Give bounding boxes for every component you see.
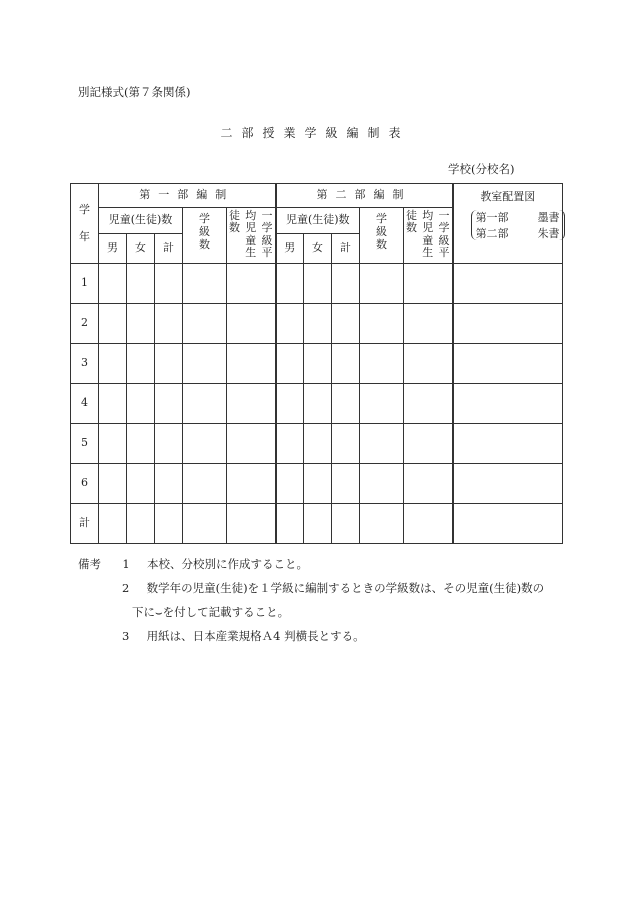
part2-children-heading: 児童(生徒)数 — [276, 208, 360, 234]
remark-item-2 — [78, 576, 544, 600]
data-cell[interactable] — [99, 384, 127, 424]
data-cell[interactable] — [127, 264, 155, 304]
char: 級 — [376, 225, 388, 239]
school-name-label: 学校(分校名) — [448, 162, 515, 176]
legend-part-2: 第二部 — [475, 226, 509, 240]
data-cell[interactable] — [304, 264, 332, 304]
data-cell[interactable] — [155, 264, 183, 304]
data-cell[interactable] — [276, 504, 304, 544]
part1-male-header: 男 — [99, 234, 127, 264]
data-cell[interactable] — [332, 504, 360, 544]
remark-text: 下に⌣を付して記載すること。 — [132, 605, 290, 619]
data-cell[interactable] — [404, 344, 453, 384]
data-cell[interactable] — [304, 464, 332, 504]
char: 学 — [261, 221, 273, 235]
char: 平 — [438, 246, 450, 260]
data-cell[interactable] — [99, 424, 127, 464]
legend-mark-1: 墨書 — [537, 211, 560, 224]
part2-male-header: 男 — [276, 234, 304, 264]
data-cell[interactable] — [404, 384, 453, 424]
char: 級 — [199, 225, 210, 239]
document-title: 二部授業学級編制表 — [220, 126, 410, 140]
data-cell[interactable] — [360, 304, 404, 344]
avg-col-1 — [262, 210, 273, 260]
part1-heading: 第一部編制 — [99, 184, 276, 208]
row-label: 5 — [71, 424, 99, 464]
remark-item-1 — [78, 552, 544, 576]
char: 一 — [438, 209, 450, 222]
avg-col-1 — [439, 210, 450, 260]
data-cell[interactable] — [304, 384, 332, 424]
data-cell[interactable] — [99, 344, 127, 384]
data-cell[interactable] — [99, 504, 127, 544]
data-cell[interactable] — [453, 384, 563, 424]
char: 級 — [261, 233, 273, 247]
part1-total-header: 計 — [155, 234, 183, 264]
data-cell[interactable] — [227, 304, 276, 344]
classroom-layout-cell — [453, 184, 563, 264]
data-cell[interactable] — [453, 304, 563, 344]
part1-class-count-header — [183, 208, 227, 264]
data-cell[interactable] — [183, 464, 227, 504]
remark-number: 3 — [122, 629, 130, 643]
remark-item-2-continued — [78, 600, 544, 624]
char: 均 — [245, 209, 257, 222]
char: 生 — [245, 246, 257, 260]
data-cell[interactable] — [276, 384, 304, 424]
data-cell[interactable] — [453, 464, 563, 504]
data-cell[interactable] — [404, 304, 453, 344]
data-cell[interactable] — [332, 464, 360, 504]
char: 一 — [261, 209, 273, 222]
data-cell[interactable] — [127, 464, 155, 504]
data-cell[interactable] — [227, 424, 276, 464]
data-cell[interactable] — [404, 264, 453, 304]
form-reference: 別記様式(第７条関係) — [78, 85, 191, 99]
data-cell[interactable] — [276, 464, 304, 504]
data-cell[interactable] — [99, 464, 127, 504]
data-cell[interactable] — [404, 424, 453, 464]
char: 学 — [438, 221, 450, 235]
data-cell[interactable] — [99, 304, 127, 344]
legend-bracket — [471, 210, 565, 240]
char: 級 — [438, 233, 450, 247]
data-cell[interactable] — [453, 424, 563, 464]
char: 童 — [422, 233, 434, 247]
data-cell[interactable] — [155, 304, 183, 344]
data-cell[interactable] — [227, 464, 276, 504]
data-cell[interactable] — [127, 384, 155, 424]
char: 児 — [422, 221, 434, 235]
char: 数 — [376, 238, 388, 252]
data-cell[interactable] — [127, 424, 155, 464]
row-label: 3 — [71, 344, 99, 384]
part1-children-heading: 児童(生徒)数 — [99, 208, 183, 234]
char: 学 — [376, 212, 388, 225]
class-organization-table — [70, 183, 563, 544]
data-cell[interactable] — [276, 264, 304, 304]
data-cell[interactable] — [227, 504, 276, 544]
data-cell[interactable] — [304, 504, 332, 544]
legend-mark-2: 朱書 — [537, 226, 560, 240]
grade-header — [71, 184, 99, 264]
data-cell[interactable] — [127, 344, 155, 384]
avg-col-3 — [229, 210, 240, 235]
data-cell[interactable] — [360, 464, 404, 504]
data-cell[interactable] — [332, 424, 360, 464]
remark-item-3 — [78, 624, 544, 648]
char: 数 — [229, 221, 240, 235]
char: 生 — [422, 246, 434, 260]
data-cell[interactable] — [360, 424, 404, 464]
data-cell[interactable] — [227, 264, 276, 304]
data-cell[interactable] — [99, 264, 127, 304]
data-cell[interactable] — [360, 504, 404, 544]
remark-number: 2 — [122, 581, 130, 595]
char: 徒 — [406, 209, 418, 222]
data-cell[interactable] — [404, 464, 453, 504]
row-label: 2 — [71, 304, 99, 344]
remark-text: 数学年の児童(生徒)を１学級に編制するときの学級数は、その児童(生徒)数の — [146, 581, 545, 595]
data-cell[interactable] — [276, 344, 304, 384]
data-cell[interactable] — [155, 384, 183, 424]
char: 平 — [261, 246, 273, 260]
data-cell[interactable] — [453, 264, 563, 304]
remark-text: 用紙は、日本産業規格Ａ4 判横長とする。 — [146, 629, 365, 643]
data-cell[interactable] — [332, 264, 360, 304]
data-cell[interactable] — [183, 424, 227, 464]
grade-header-char-2: 年 — [79, 229, 90, 243]
part1-average-header — [227, 208, 276, 264]
data-cell[interactable] — [360, 264, 404, 304]
row-label: 6 — [71, 464, 99, 504]
data-cell[interactable] — [183, 344, 227, 384]
char: 童 — [245, 233, 257, 247]
data-cell[interactable] — [360, 384, 404, 424]
row-label: 1 — [71, 264, 99, 304]
legend-part-1: 第一部 — [475, 211, 509, 224]
part2-average-header — [404, 208, 453, 264]
data-cell[interactable] — [453, 504, 563, 544]
part2-female-header: 女 — [304, 234, 332, 264]
data-cell[interactable] — [360, 344, 404, 384]
data-cell[interactable] — [227, 344, 276, 384]
part2-heading: 第二部編制 — [276, 184, 453, 208]
char: 数 — [406, 221, 418, 235]
data-cell[interactable] — [453, 344, 563, 384]
data-cell[interactable] — [304, 304, 332, 344]
remark-text: 本校、分校別に作成すること。 — [146, 557, 308, 571]
remarks-section — [78, 552, 544, 648]
data-cell[interactable] — [155, 344, 183, 384]
avg-col-2 — [245, 210, 256, 260]
char: 徒 — [229, 209, 240, 222]
avg-col-3 — [406, 210, 417, 235]
data-cell[interactable] — [183, 264, 227, 304]
data-cell[interactable] — [227, 384, 276, 424]
char: 均 — [422, 209, 434, 222]
data-cell[interactable] — [404, 504, 453, 544]
data-cell[interactable] — [304, 344, 332, 384]
grade-header-char-1: 学 — [79, 202, 90, 216]
data-cell[interactable] — [183, 504, 227, 544]
legend-row-1 — [472, 210, 564, 226]
data-cell[interactable] — [183, 304, 227, 344]
data-cell[interactable] — [304, 424, 332, 464]
data-cell[interactable] — [276, 304, 304, 344]
row-label: 計 — [71, 504, 99, 544]
avg-col-2 — [422, 210, 433, 260]
remarks-label: 備考 — [78, 557, 101, 571]
part1-female-header: 女 — [127, 234, 155, 264]
legend-row-2 — [472, 226, 564, 242]
data-cell[interactable] — [276, 424, 304, 464]
data-cell[interactable] — [127, 304, 155, 344]
data-cell[interactable] — [332, 384, 360, 424]
char: 児 — [245, 221, 257, 235]
data-cell[interactable] — [155, 424, 183, 464]
data-cell[interactable] — [183, 384, 227, 424]
remark-number: 1 — [122, 557, 130, 571]
data-cell[interactable] — [332, 344, 360, 384]
classroom-heading: 教室配置図 — [480, 190, 536, 203]
char: 数 — [199, 238, 210, 252]
char: 学 — [199, 212, 210, 225]
part2-total-header: 計 — [332, 234, 360, 264]
data-cell[interactable] — [332, 304, 360, 344]
data-cell[interactable] — [155, 464, 183, 504]
part2-class-count-header — [360, 208, 404, 264]
data-cell[interactable] — [155, 504, 183, 544]
data-cell[interactable] — [127, 504, 155, 544]
row-label: 4 — [71, 384, 99, 424]
